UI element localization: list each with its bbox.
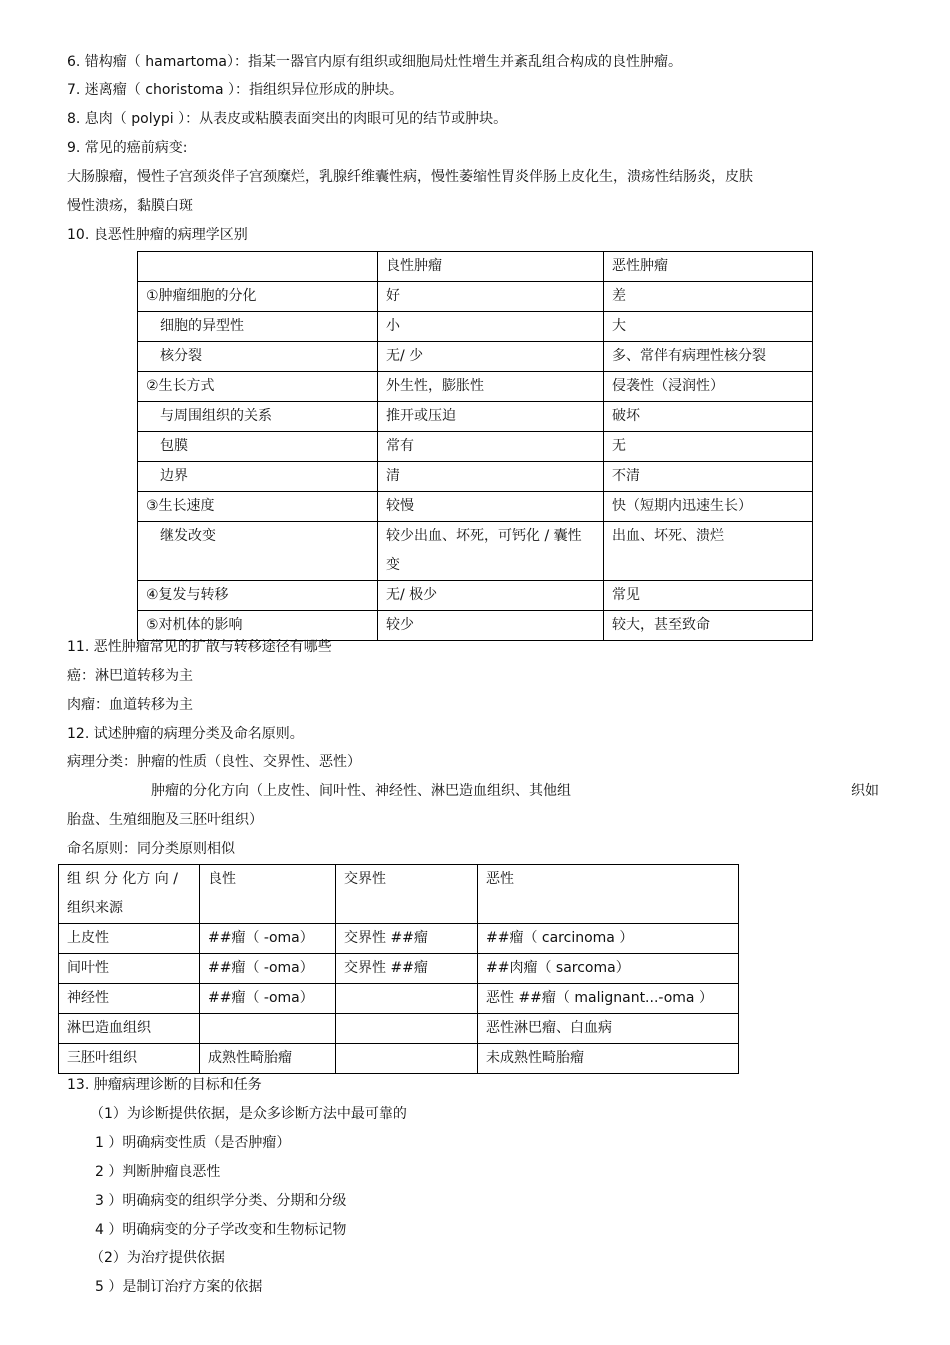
table-cell: 细胞的异型性: [138, 312, 378, 342]
table-cell: 出血、坏死、溃烂: [604, 522, 813, 581]
line-diagnosis-title: 13. 肿瘤病理诊断的目标和任务: [67, 1077, 262, 1093]
table-header-row: [138, 252, 813, 282]
table-cell: 淋巴造血组织: [59, 1014, 200, 1044]
table-cell: 组 织 分 化方 向 / 组织来源: [59, 865, 200, 924]
table-cell: ③生长速度: [138, 492, 378, 522]
table-row: [138, 402, 813, 432]
table-cell: 常有: [378, 432, 604, 462]
line-precancer-list-2: 慢性溃疡，黏膜白斑: [67, 198, 193, 214]
line-diagnosis-item-5: 5 ）是制订治疗方案的依据: [95, 1279, 263, 1295]
benign-malignant-table: [137, 251, 813, 641]
table-row: [138, 282, 813, 312]
line-polypi: 8. 息肉（ polypi ）：从表皮或粘膜表面突出的肉眼可见的结节或肿块。: [67, 111, 508, 127]
table-cell: 恶性淋巴瘤、白血病: [478, 1014, 739, 1044]
table-cell: [336, 1014, 478, 1044]
table-row: [138, 372, 813, 402]
line-choristoma: 7. 迷离瘤（ choristoma ）：指组织异位形成的肿块。: [67, 82, 404, 98]
table-cell: ⑤对机体的影响: [138, 611, 378, 641]
table-cell: 无: [604, 432, 813, 462]
table-cell: 上皮性: [59, 924, 200, 954]
table-cell: 常见: [604, 581, 813, 611]
table-cell: ④复发与转移: [138, 581, 378, 611]
naming-table: [58, 864, 739, 1074]
table-row: [138, 581, 813, 611]
table-row: [59, 924, 739, 954]
table-cell: 神经性: [59, 984, 200, 1014]
table-cell: 无/ 极少: [378, 581, 604, 611]
table-cell: ①肿瘤细胞的分化: [138, 282, 378, 312]
line-classification-direction-end: 织如: [851, 783, 879, 799]
table-cell: 推开或压迫: [378, 402, 604, 432]
table-cell: 良性肿瘤: [378, 252, 604, 282]
table-cell: 良性: [200, 865, 336, 924]
line-classification-direction: 肿瘤的分化方向（上皮性、间叶性、神经性、淋巴造血组织、其他组: [151, 783, 571, 799]
line-classification-direction-cont: 胎盘、生殖细胞及三胚叶组织）: [67, 812, 263, 828]
line-precancer-list-1: 大肠腺瘤，慢性子宫颈炎伴子宫颈糜烂，乳腺纤维囊性病，慢性萎缩性胃炎伴肠上皮化生，溃疡性结肠炎，皮肤: [67, 169, 753, 185]
table-cell: 较慢: [378, 492, 604, 522]
table-cell: ##瘤（ -oma）: [200, 924, 336, 954]
line-diagnosis-item-3: 3 ）明确病变的组织学分类、分期和分级: [95, 1193, 347, 1209]
table-cell: [336, 984, 478, 1014]
line-hamartoma: 6. 错构瘤（ hamartoma）：指某一器官内原有组织或细胞局灶性增生并紊乱组合构成的良性肿瘤。: [67, 54, 682, 70]
table-cell: 较少: [378, 611, 604, 641]
line-naming-principle: 命名原则：同分类原则相似: [67, 841, 235, 857]
table-cell: 较少出血、坏死，可钙化 / 囊性变: [378, 522, 604, 581]
table-row: [138, 462, 813, 492]
line-precancer-title: 9. 常见的癌前病变:: [67, 140, 188, 156]
table-row: [138, 342, 813, 372]
table-cell: 核分裂: [138, 342, 378, 372]
table-cell: 小: [378, 312, 604, 342]
line-carcinoma-route: 癌：淋巴道转移为主: [67, 668, 193, 684]
table-cell: 边界: [138, 462, 378, 492]
table-row: [59, 1014, 739, 1044]
table-row: [138, 432, 813, 462]
table-row: [138, 312, 813, 342]
table-cell: [138, 252, 378, 282]
table-row: [59, 1044, 739, 1074]
table-cell: 侵袭性（浸润性）: [604, 372, 813, 402]
table-cell: 恶性肿瘤: [604, 252, 813, 282]
line-diagnosis-item-2: 2 ）判断肿瘤良恶性: [95, 1164, 221, 1180]
table-cell: ##瘤（ -oma）: [200, 984, 336, 1014]
table-cell: 恶性 ##瘤（ malignant...-oma ）: [478, 984, 739, 1014]
table-row: [59, 984, 739, 1014]
table-cell: 差: [604, 282, 813, 312]
table-cell: 较大，甚至致命: [604, 611, 813, 641]
table-cell: 未成熟性畸胎瘤: [478, 1044, 739, 1074]
line-sarcoma-route: 肉瘤：血道转移为主: [67, 697, 193, 713]
table-cell: 交界性 ##瘤: [336, 954, 478, 984]
table-header-row: [59, 865, 739, 924]
table-row: [138, 522, 813, 581]
table-cell: 不清: [604, 462, 813, 492]
table-cell: 外生性，膨胀性: [378, 372, 604, 402]
table-cell: 交界性 ##瘤: [336, 924, 478, 954]
table-cell: ##瘤（ -oma）: [200, 954, 336, 984]
table-cell: 与周围组织的关系: [138, 402, 378, 432]
line-classification-title: 12. 试述肿瘤的病理分类及命名原则。: [67, 726, 304, 742]
line-treatment-basis: （2）为治疗提供依据: [90, 1250, 225, 1266]
line-diagnosis-item-1: 1 ）明确病变性质（是否肿瘤）: [95, 1135, 291, 1151]
line-benign-malignant-title: 10. 良恶性肿瘤的病理学区别: [67, 227, 248, 243]
table-cell: 好: [378, 282, 604, 312]
table-cell: 多、常伴有病理性核分裂: [604, 342, 813, 372]
table-cell: 成熟性畸胎瘤: [200, 1044, 336, 1074]
table-cell: 继发改变: [138, 522, 378, 581]
table-cell: ##肉瘤（ sarcoma）: [478, 954, 739, 984]
table-cell: [336, 1044, 478, 1074]
table-row: [59, 954, 739, 984]
table-cell: [200, 1014, 336, 1044]
table-cell: 交界性: [336, 865, 478, 924]
table-cell: 恶性: [478, 865, 739, 924]
table-cell: 快（短期内迅速生长）: [604, 492, 813, 522]
table-cell: ②生长方式: [138, 372, 378, 402]
table-cell: 大: [604, 312, 813, 342]
line-diagnosis-basis: （1）为诊断提供依据，是众多诊断方法中最可靠的: [90, 1106, 407, 1122]
table-row: [138, 492, 813, 522]
table-row: [138, 611, 813, 641]
table-cell: 破坏: [604, 402, 813, 432]
table-cell: 无/ 少: [378, 342, 604, 372]
line-diagnosis-item-4: 4 ）明确病变的分子学改变和生物标记物: [95, 1222, 347, 1238]
table-cell: 清: [378, 462, 604, 492]
table-cell: 包膜: [138, 432, 378, 462]
table-cell: 三胚叶组织: [59, 1044, 200, 1074]
table-cell: ##瘤（ carcinoma ）: [478, 924, 739, 954]
line-classification-nature: 病理分类：肿瘤的性质（良性、交界性、恶性）: [67, 754, 361, 770]
line-metastasis-title: 11. 恶性肿瘤常见的扩散与转移途径有哪些: [67, 639, 332, 655]
table-cell: 间叶性: [59, 954, 200, 984]
